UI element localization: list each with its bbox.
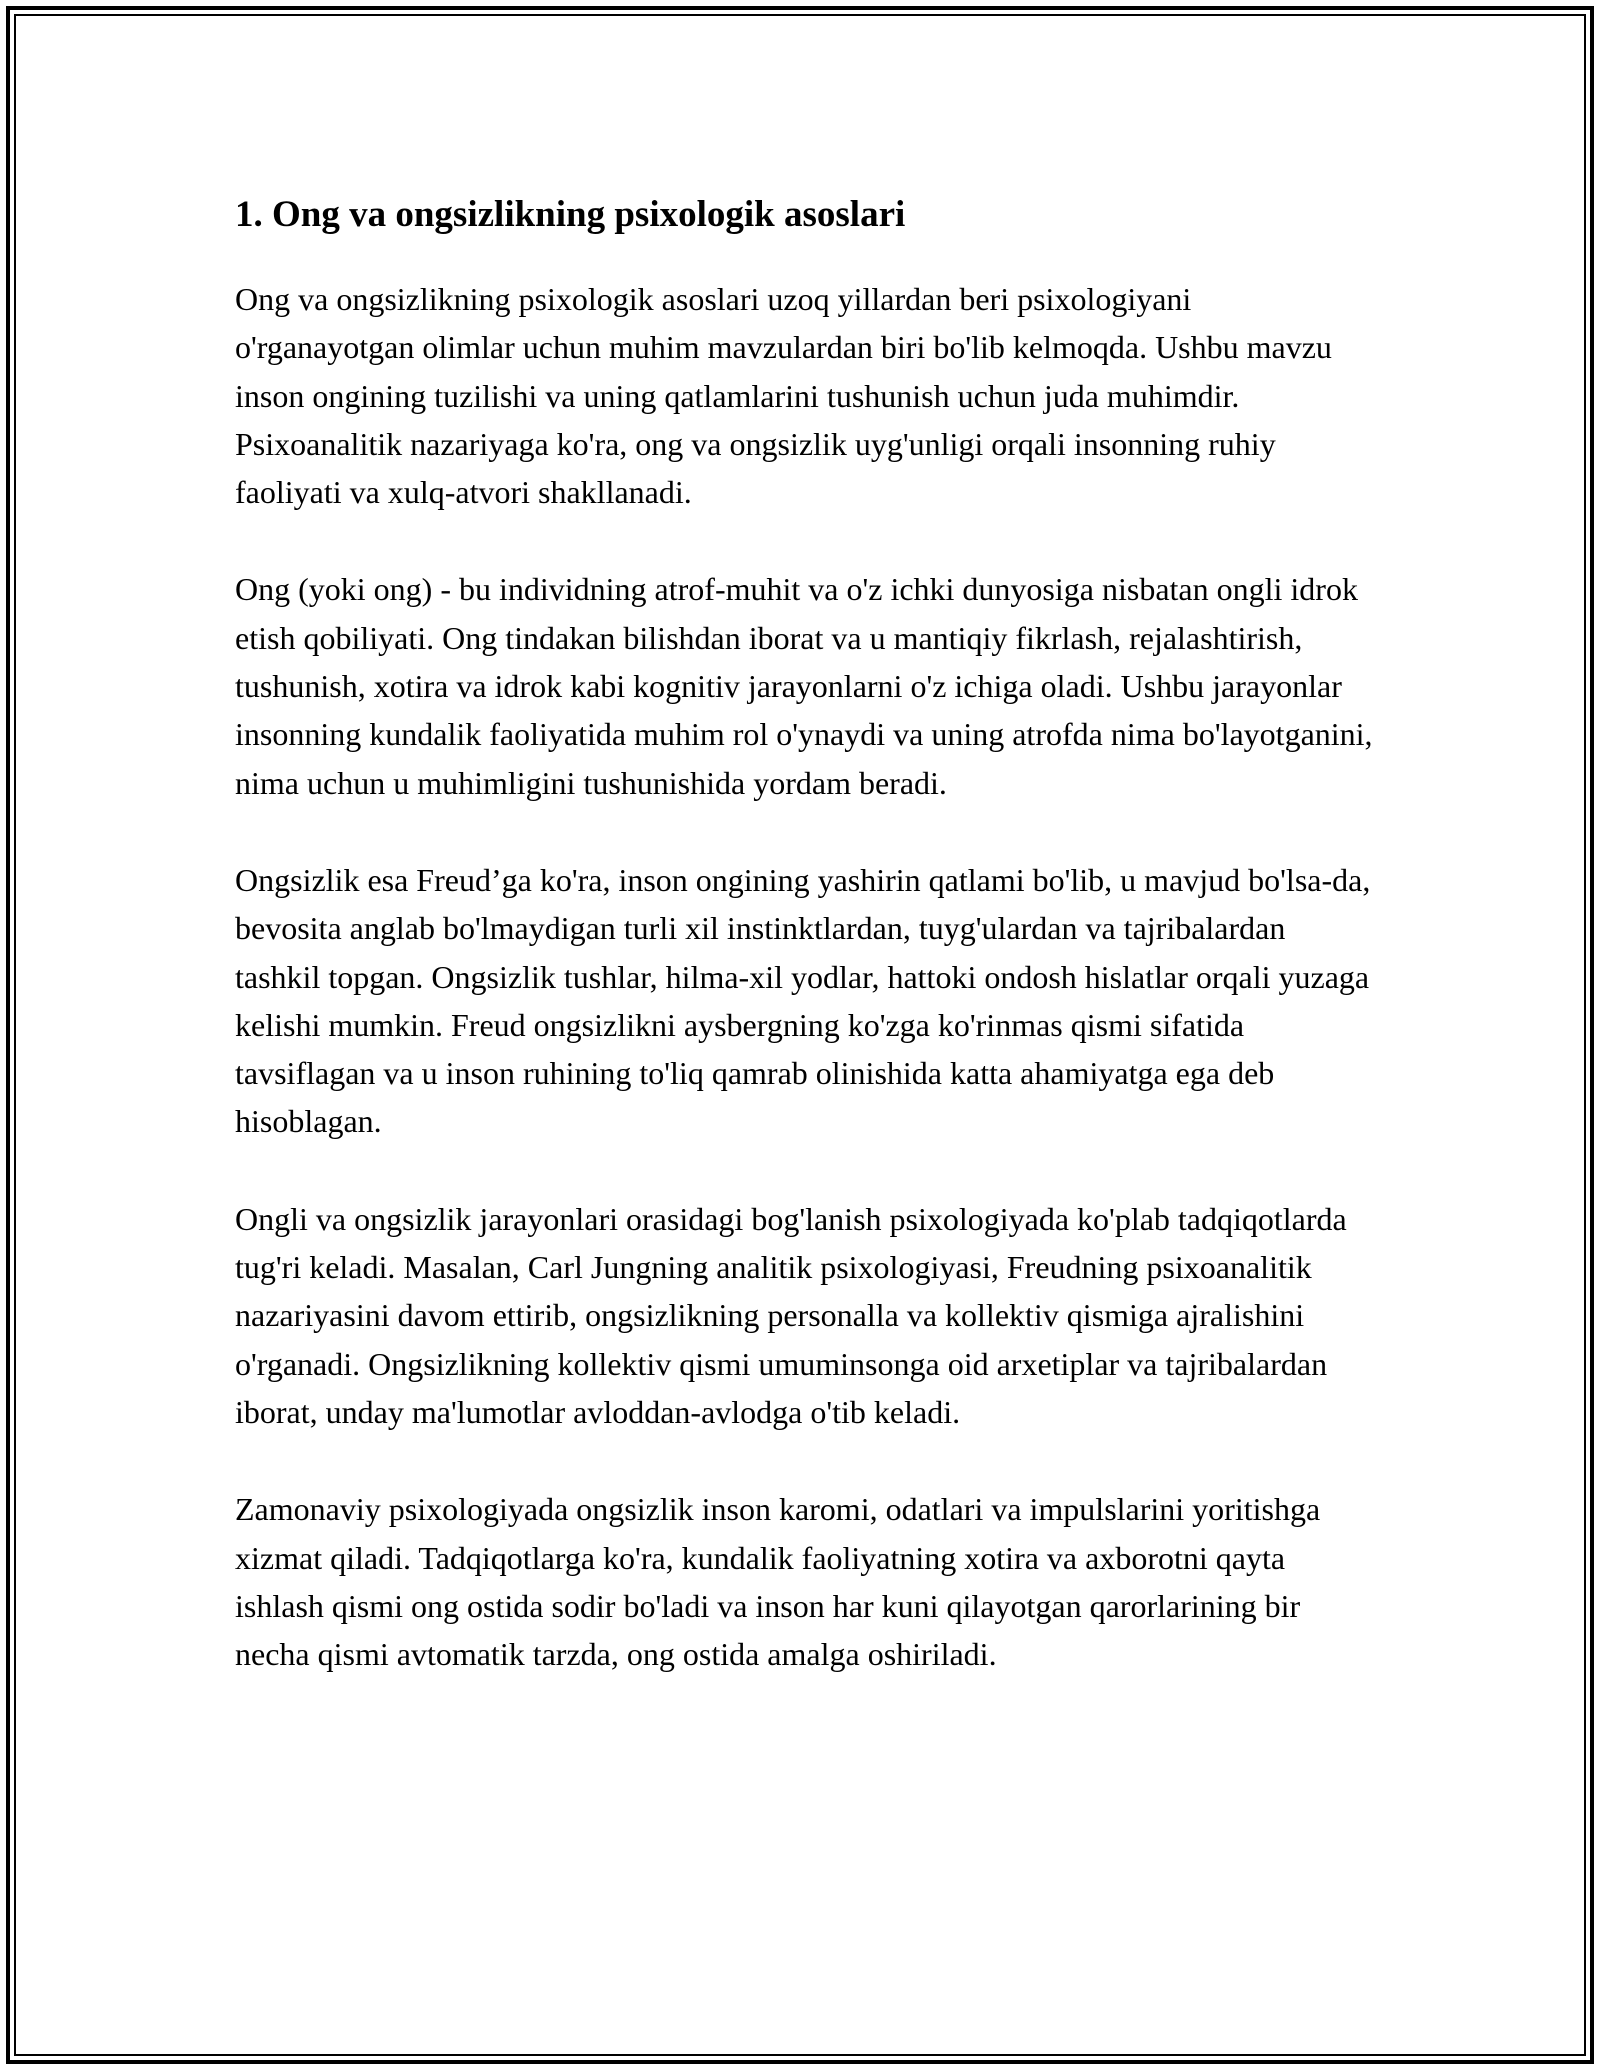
paragraph-4: Ongli va ongsizlik jarayonlari orasidagi bog'lanish psixologiyada ko'plab tadqiqotlarda tug'ri keladi. Masalan, Carl Jungning analitik psixologiyasi, Freudning psixoanalitik nazariyasini davom ettirib, ongsizlikning personalla va kollektiv qismiga ajralishini o'rganadi. Ongsizlikning kollektiv qismi umuminsonga oid arxetiplar va tajribalardan iborat, unday ma'lumotlar avloddan-avlodga o'tib keladi. [235, 1200, 1347, 1430]
paragraph-2: Ong (yoki ong) - bu individning atrof-muhit va o'z ichki dunyosiga nisbatan ongli idrok etish qobiliyati. Ong tindakan bilishdan iborat va u mantiqiy fikrlash, rejalashtirish, tushunish, xotira va idrok kabi kognitiv jarayonlarni o'z ichiga oladi. Ushbu jarayonlar insonning kundalik faoliyatida muhim rol o'ynaydi va uning atrofda nima bo'layotganini, nima uchun u muhimligini tushunishida yordam beradi. [235, 571, 1373, 801]
paragraph-3: Ongsizlik esa Freud’ga ko'ra, inson ongining yashirin qatlami bo'lib, u mavjud bo'lsa-da, bevosita anglab bo'lmaydigan turli xil instinktlardan, tuyg'ulardan va tajribalardan tashkil topgan. Ongsizlik tushlar, hilma-xil yodlar, hattoki ondosh hislatlar orqali yuzaga kelishi mumkin. Freud ongsizlikni aysbergning ko'zga ko'rinmas qismi sifatida tavsiflagan va u inson ruhining to'liq qamrab olinishida katta ahamiyatga ega deb hisoblagan. [235, 861, 1371, 1140]
section-heading: 1. Ong va ongsizlikning psixologik asoslari [235, 194, 906, 235]
paragraph-5: Zamonaviy psixologiyada ongsizlik inson karomi, odatlari va impulslarini yoritishga xizmat qiladi. Tadqiqotlarga ko'ra, kundalik faoliyatning xotira va axborotni qayta ishlash qismi ong ostida sodir bo'ladi va inson har kuni qilayotgan qarorlarining bir necha qismi avtomatik tarzda, ong ostida amalga oshiriladi. [235, 1491, 1321, 1673]
paragraph-1: Ong va ongsizlikning psixologik asoslari uzoq yillardan beri psixologiyani o'rganayotgan olimlar uchun muhim mavzulardan biri bo'lib kelmoqda. Ushbu mavzu inson ongining tuzilishi va uning qatlamlarini tushunish uchun juda muhimdir. Psixoanalitik nazariyaga ko'ra, ong va ongsizlik uyg'unligi orqali insonning ruhiy faoliyati va xulq-atvori shakllanadi. [235, 281, 1332, 511]
document-body [235, 180, 1375, 1727]
